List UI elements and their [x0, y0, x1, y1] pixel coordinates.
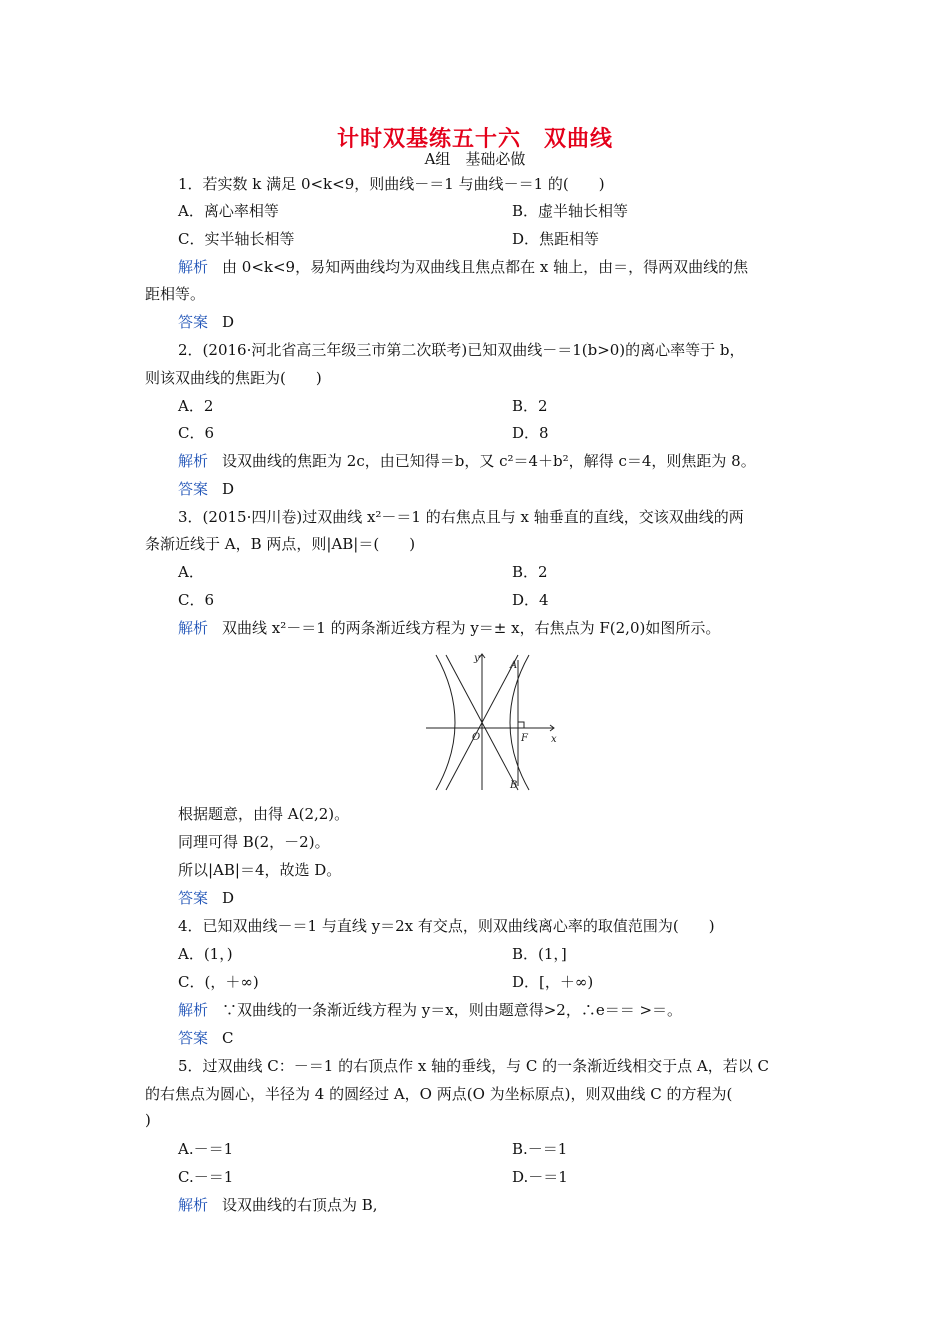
analysis-label: 解析 [178, 452, 209, 470]
fig-point-b-label: B [510, 780, 518, 791]
q1-option-c: C．实半轴长相等 [178, 230, 295, 248]
analysis-label: 解析 [178, 619, 209, 637]
q5-option-b: B.－＝1 [512, 1140, 568, 1158]
q2-option-d: D．8 [512, 424, 549, 442]
q4-analysis [178, 1000, 682, 1020]
q1-analysis-cont: 距相等。 [145, 285, 206, 303]
q2-option-a: A．2 [178, 397, 214, 415]
q3-stem: 3．(2015·四川卷)过双曲线 x²－＝1 的右焦点且与 x 轴垂直的直线，交该双曲线的两 [178, 508, 744, 526]
q2-answer [178, 479, 234, 499]
q3-option-c: C．6 [178, 591, 215, 609]
q1-analysis [178, 257, 748, 277]
q2-stem: 2．(2016·河北省高三年级三市第二次联考)已知双曲线－＝1(b>0)的离心率等于 b， [178, 341, 745, 359]
q3-stem-cont: 条渐近线于 A，B 两点，则|AB|＝( ) [145, 535, 416, 553]
q2-option-c: C．6 [178, 424, 215, 442]
q2-answer-value: D [222, 480, 235, 498]
q1-answer [178, 312, 234, 332]
q1-option-a: A．离心率相等 [178, 202, 279, 220]
q5-analysis-text: 设双曲线的右顶点为 B, [222, 1196, 378, 1214]
q1-option-b: B．虚半轴长相等 [512, 202, 629, 220]
q2-stem-cont: 则该双曲线的焦距为( ) [145, 369, 322, 387]
q5-option-c: C.－＝1 [178, 1168, 234, 1186]
q5-option-a: A.－＝1 [178, 1140, 234, 1158]
q1-stem: 1．若实数 k 满足 0<k<9，则曲线－＝1 与曲线－＝1 的( ) [178, 175, 605, 193]
q1-option-d: D．焦距相等 [512, 230, 600, 248]
q4-option-d: D．[，＋∞) [512, 973, 594, 991]
q2-analysis-text: 设双曲线的焦距为 2c，由已知得＝b，又 c²＝4＋b²，解得 c＝4，则焦距为 8。 [222, 452, 756, 470]
q3-step-2: 同理可得 B(2，－2)。 [178, 833, 330, 851]
q4-answer [178, 1028, 234, 1048]
section-subtitle: A组 基础必做 [424, 150, 526, 168]
answer-label: 答案 [178, 313, 209, 331]
q4-option-a: A．(1，) [178, 945, 233, 963]
q5-stem: 5．过双曲线 C：－＝1 的右顶点作 x 轴的垂线，与 C 的一条渐近线相交于点 A，若以 C [178, 1057, 769, 1075]
q4-answer-value: C [222, 1029, 234, 1047]
q4-option-b: B．(1，] [512, 945, 567, 963]
answer-label: 答案 [178, 889, 209, 907]
fig-point-a-label: A [510, 660, 518, 671]
q3-answer-value: D [222, 889, 235, 907]
q2-analysis [178, 451, 756, 471]
analysis-label: 解析 [178, 1196, 209, 1214]
fig-focus-label: F [521, 733, 528, 744]
q5-stem-cont-2: ) [145, 1111, 151, 1129]
q5-analysis [178, 1195, 378, 1215]
q3-step-3: 所以|AB|＝4，故选 D。 [178, 861, 342, 879]
q4-stem: 4．已知双曲线－＝1 与直线 y＝2x 有交点，则双曲线离心率的取值范围为( ) [178, 917, 715, 935]
q3-step-1: 根据题意，由得 A(2,2)。 [178, 805, 350, 823]
page-title: 计时双基练五十六 双曲线 [336, 127, 613, 152]
analysis-label: 解析 [178, 1001, 209, 1019]
q1-answer-value: D [222, 313, 235, 331]
q2-option-b: B．2 [512, 397, 548, 415]
q3-answer [178, 888, 234, 908]
answer-label: 答案 [178, 480, 209, 498]
q1-analysis-text: 由 0<k<9，易知两曲线均为双曲线且焦点都在 x 轴上，由＝，得两双曲线的焦 [222, 258, 749, 276]
right-angle-mark [518, 722, 524, 728]
q3-analysis [178, 618, 720, 638]
fig-origin-label: O [472, 732, 481, 743]
q5-stem-cont: 的右焦点为圆心，半径为 4 的圆经过 A，O 两点(O 为坐标原点)，则双曲线 C 的方程为( [145, 1085, 733, 1103]
q3-option-d: D．4 [512, 591, 549, 609]
analysis-label: 解析 [178, 258, 209, 276]
hyperbola-figure [426, 650, 562, 796]
q3-option-a: A． [178, 563, 204, 581]
q3-analysis-text: 双曲线 x²－＝1 的两条渐近线方程为 y＝± x，右焦点为 F(2,0)如图所示。 [222, 619, 721, 637]
q3-option-b: B．2 [512, 563, 548, 581]
q4-analysis-text: ∵双曲线的一条渐近线方程为 y＝x，则由题意得>2，∴e＝＝ >＝。 [222, 1001, 683, 1019]
fig-x-label: x [551, 734, 557, 745]
fig-y-label: y [474, 653, 480, 664]
left-branch [436, 655, 455, 790]
q4-option-c: C．(，＋∞) [178, 973, 259, 991]
answer-label: 答案 [178, 1029, 209, 1047]
q5-option-d: D.－＝1 [512, 1168, 568, 1186]
